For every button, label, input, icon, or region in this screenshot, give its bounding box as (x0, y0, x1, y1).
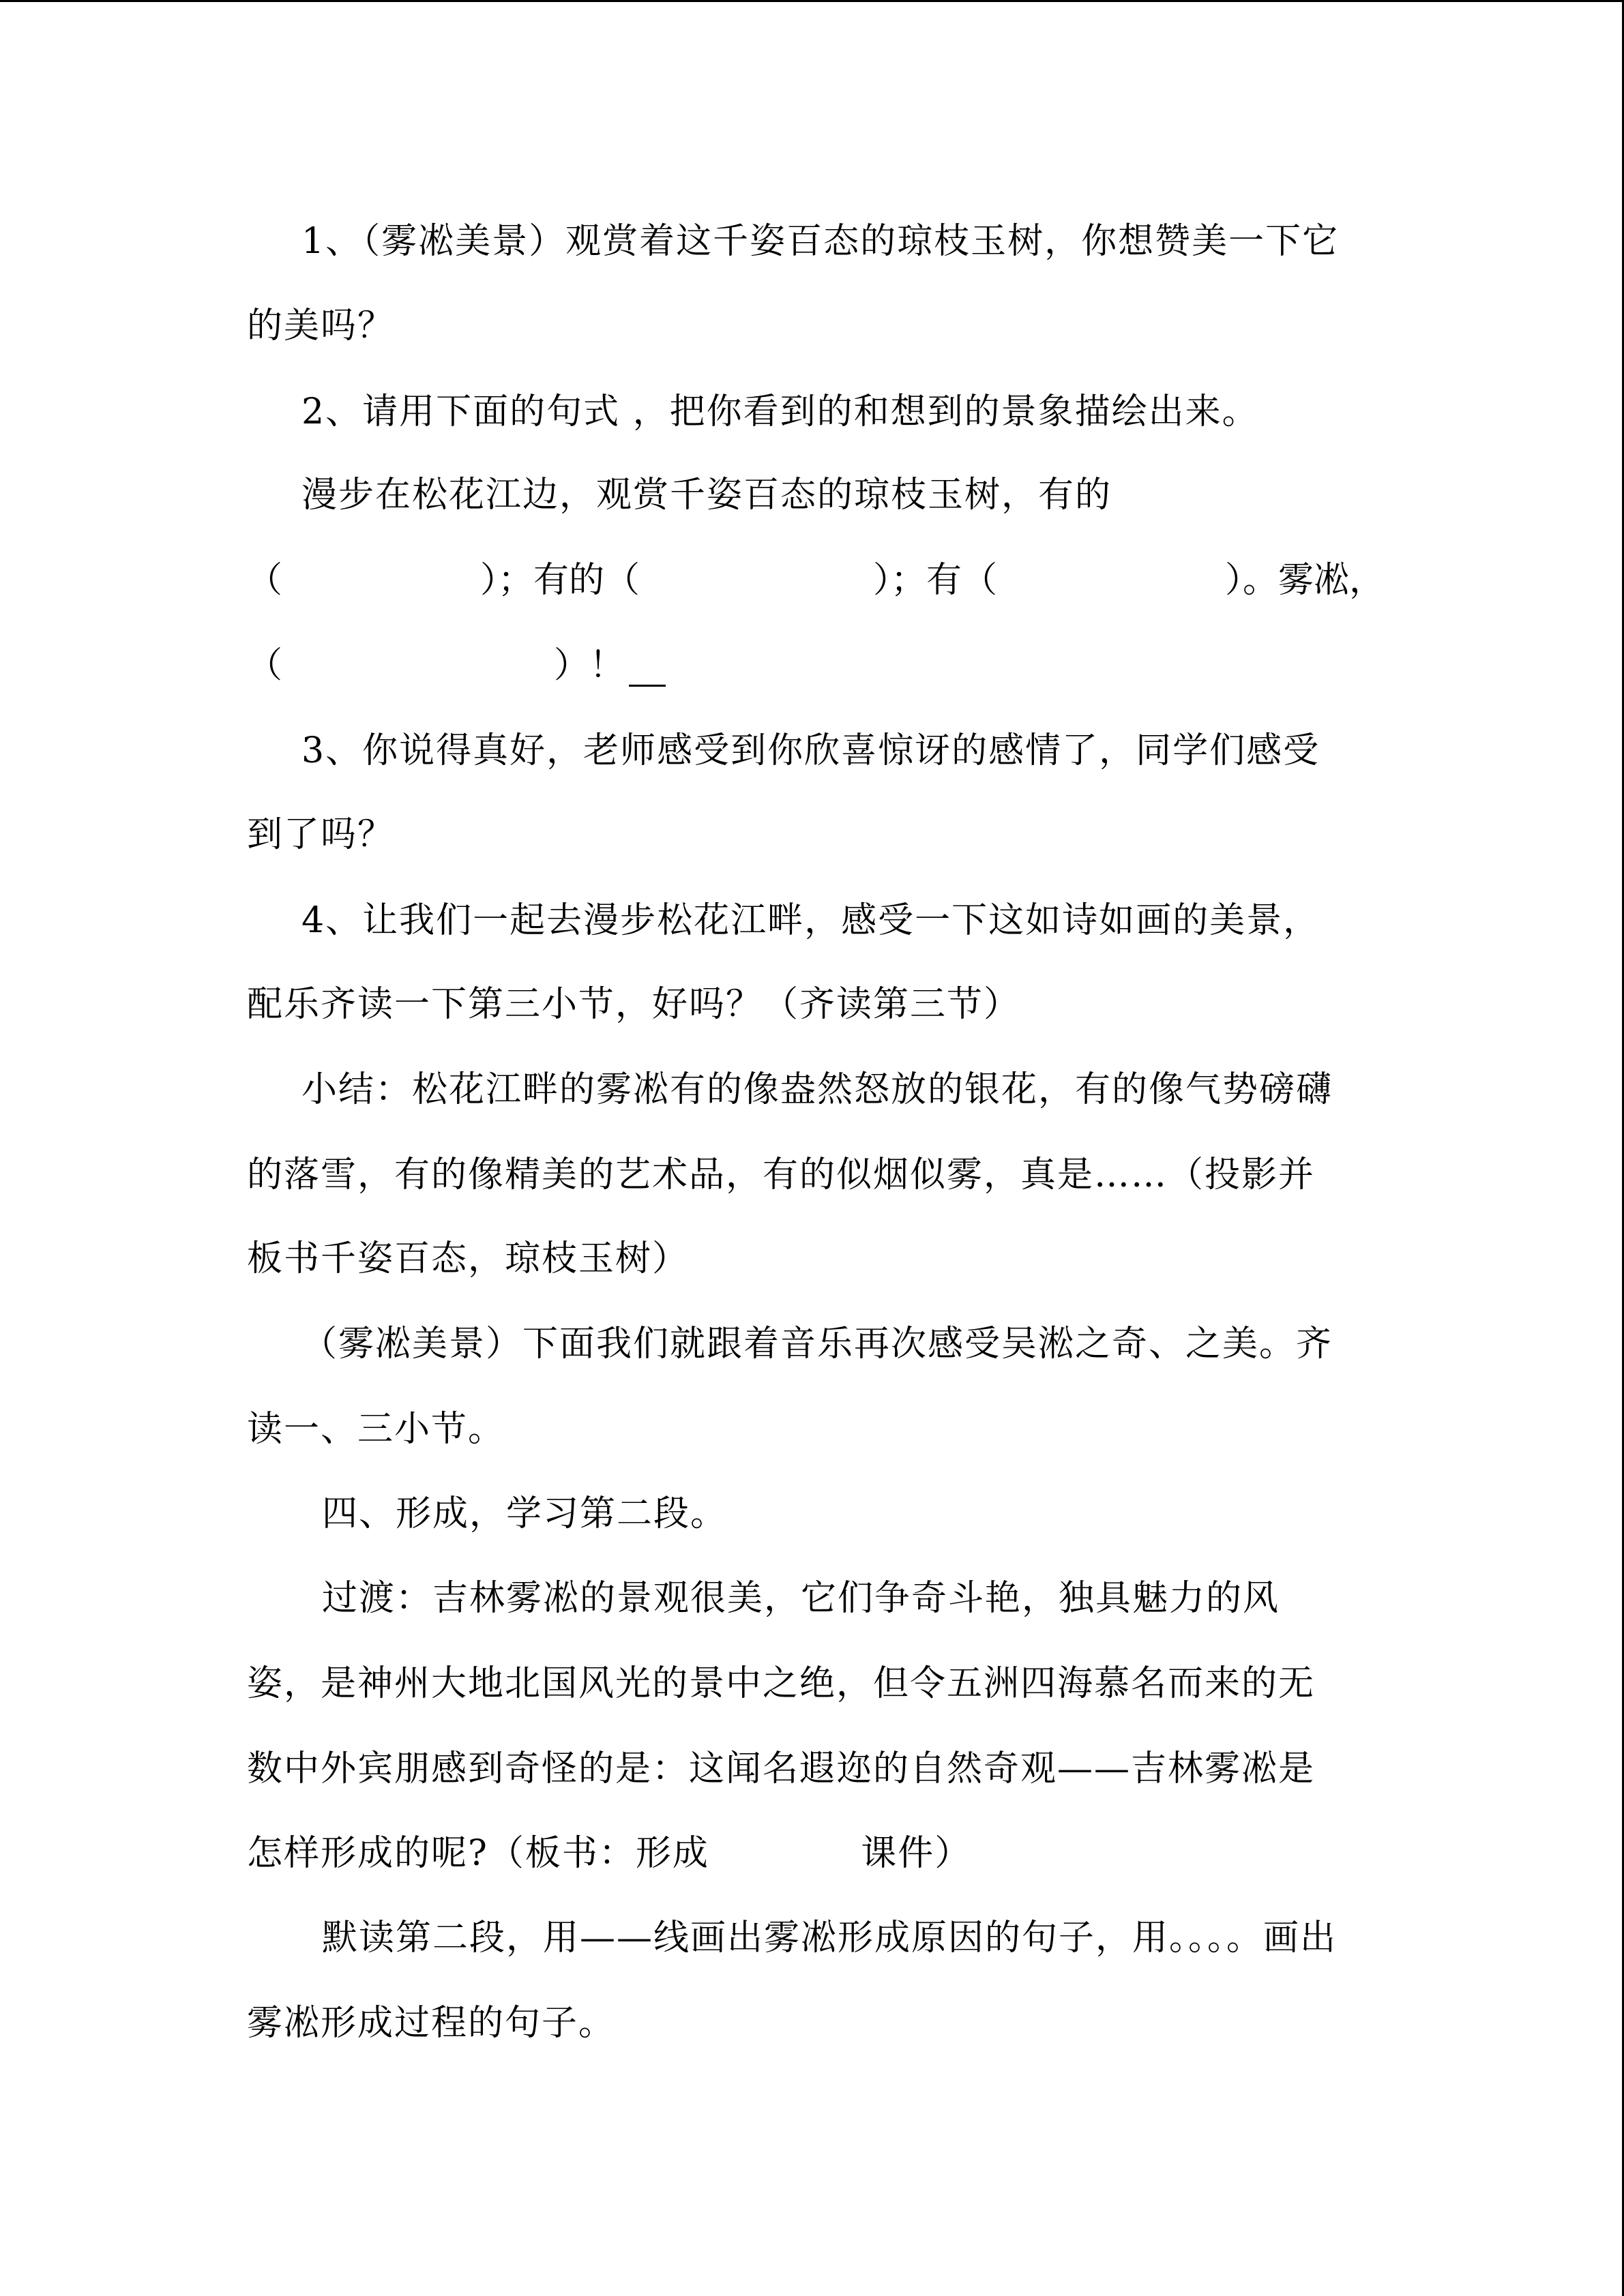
paragraph-1-line-1: 1、（雾凇美景）观赏着这千姿百态的琼枝玉树，你想赞美一下它 (301, 221, 1340, 262)
transition-line-4: 怎样形成的呢?（板书：形成 课件） (247, 1833, 972, 1874)
blank-close-4: ）！ (554, 645, 625, 686)
paragraph-1-line-2: 的美吗？ (247, 305, 395, 346)
blank-close-2: ）；有（ (873, 560, 998, 601)
transition-line-1: 过渡：吉林雾凇的景观很美，它们争奇斗艳，独具魅力的风 (322, 1578, 1280, 1619)
summary-line-1: 小结：松花江畔的雾凇有的像盎然怒放的银花，有的像气势磅礴 (301, 1069, 1333, 1110)
summary-line-3: 板书千姿百态，琼枝玉树） (247, 1238, 690, 1279)
transition-line-3: 数中外宾朋感到奇怪的是：这闻名遐迩的自然奇观——吉林雾凇是 (247, 1748, 1316, 1789)
paragraph-5-line-2: 配乐齐读一下第三小节，好吗？（齐读第三节） (247, 984, 1021, 1025)
transition-line-2: 姿，是神州大地北国风光的景中之绝，但令五洲四海慕名而来的无 (247, 1663, 1316, 1704)
paragraph-4-line-2: 到了吗？ (247, 814, 395, 855)
blank-close-1: ）；有的（ (480, 560, 640, 601)
section-heading: 四、形成，学习第二段。 (322, 1493, 728, 1534)
paragraph-2-line-1: 2、请用下面的句式 ，把你看到的和想到的景象描绘出来。 (301, 391, 1259, 432)
paragraph-5-line-1: 4、让我们一起去漫步松花江畔，感受一下这如诗如画的美景， (301, 900, 1320, 941)
paragraph-3-line-1: 漫步在松花江边，观赏千姿百态的琼枝玉树，有的 (301, 475, 1112, 516)
summary-line-2: 的落雪，有的像精美的艺术品，有的似烟似雾，真是……（投影并 (247, 1154, 1316, 1195)
blank-open-1: （ (247, 560, 283, 601)
blank-close-3: ）。雾凇， (1225, 560, 1385, 601)
paragraph-4-line-1: 3、你说得真好，老师感受到你欣喜惊讶的感情了，同学们感受 (301, 730, 1320, 771)
underline-mark (629, 685, 666, 687)
paragraph-7-line-1: （雾凇美景）下面我们就跟着音乐再次感受吴淞之奇、之美。齐 (301, 1324, 1333, 1365)
task-line-2: 雾凇形成过程的句子。 (247, 2003, 616, 2044)
paragraph-7-line-2: 读一、三小节。 (247, 1409, 505, 1450)
task-line-1: 默读第二段，用——线画出雾凇形成原因的句子，用。。。。画出 (322, 1918, 1338, 1958)
blank-open-4: （ (247, 645, 283, 686)
